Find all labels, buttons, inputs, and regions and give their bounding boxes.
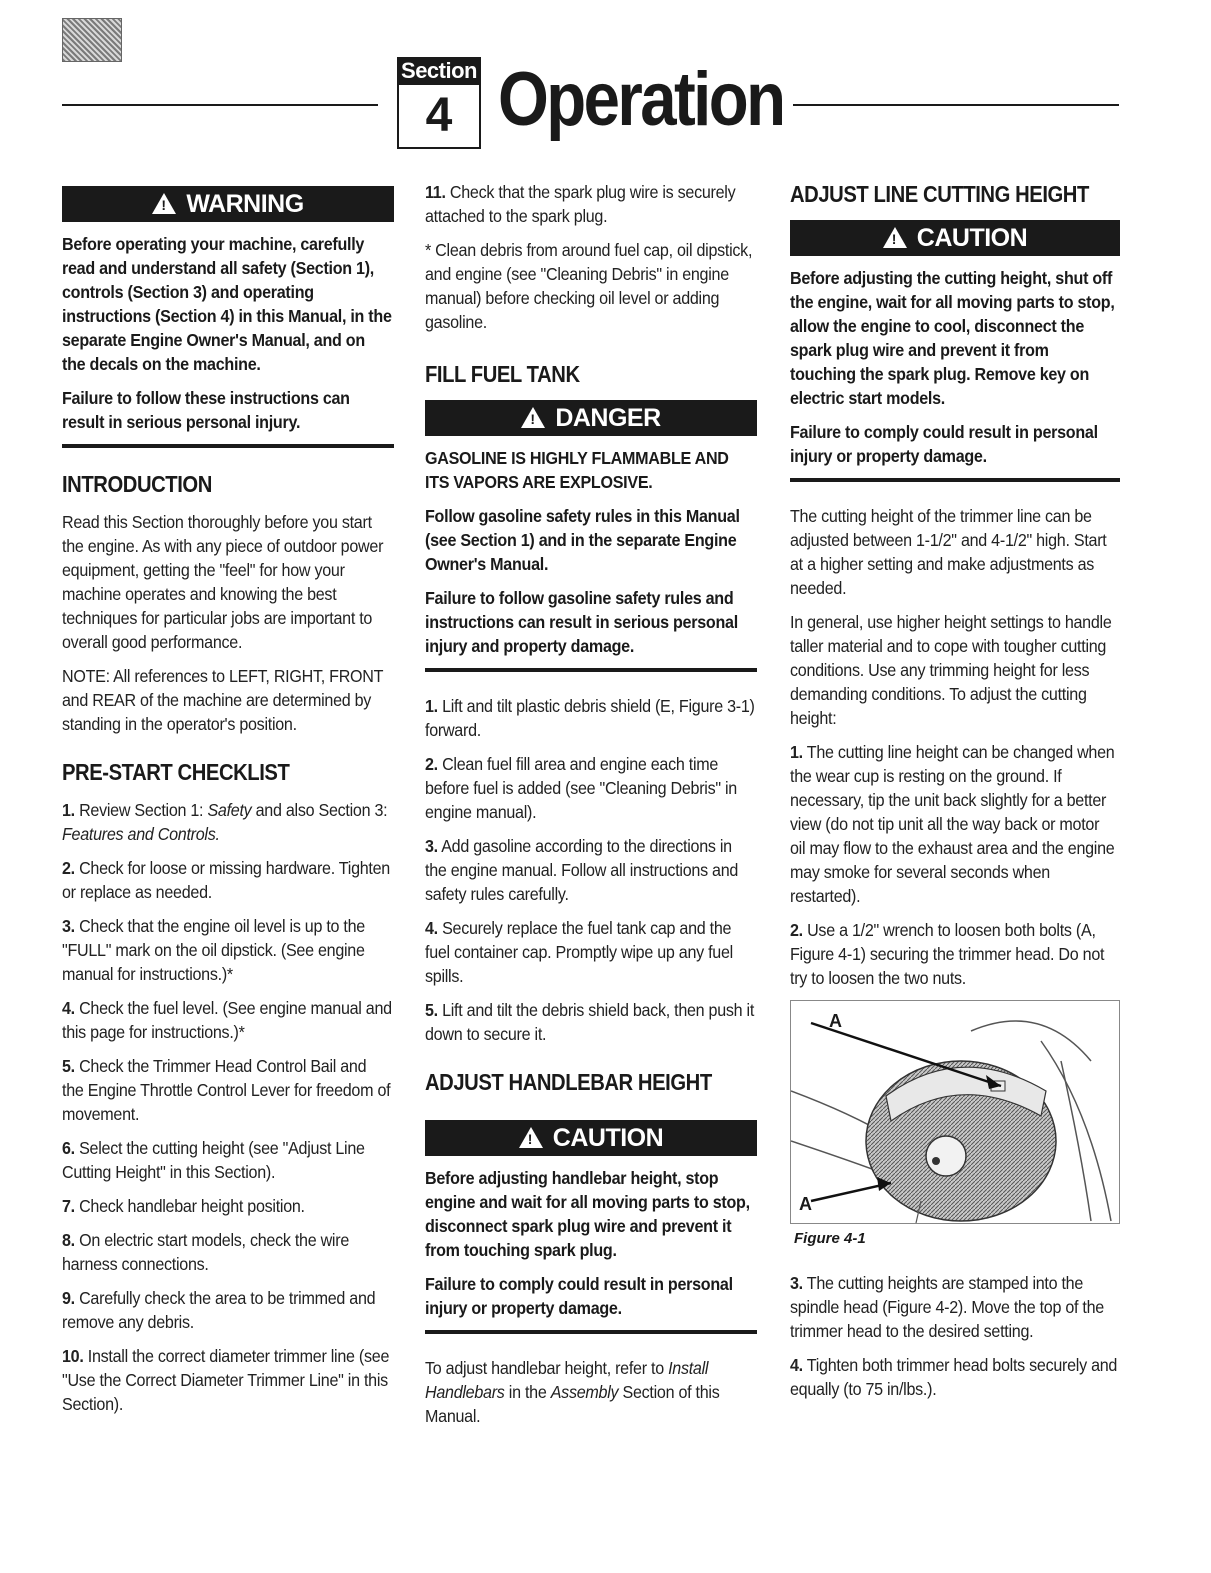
handlebar-heading: ADJUST HANDLEBAR HEIGHT [425,1069,712,1095]
checklist-item [62,798,392,846]
step-text: Use a 1/2" wrench to loosen both bolts (A, Figure 4-1) securing the trimmer head. Do not try to loosen the two nuts. [790,920,1105,988]
checklist-item [425,180,755,228]
caution-triangle-icon [519,1127,543,1148]
caution-consequence: Failure to comply could result in personal injury or property damage. [790,422,1098,466]
introduction-heading: INTRODUCTION [62,471,212,497]
introduction-note: NOTE: All references to LEFT, RIGHT, FRONT and REAR of the machine are determined by standing in the operator's position. [62,666,383,734]
item-text: and also Section 3: [251,800,388,820]
item-text: On electric start models, check the wire harness connections. [62,1230,349,1274]
item-number: 1. [62,800,75,820]
checklist-footnote: * Clean debris from around fuel cap, oil dipstick, and engine (see "Cleaning Debris" in engine manual) before checking oil level or adding gasoline. [425,240,753,332]
caution-triangle-icon [883,227,907,248]
fuel-step [425,694,755,742]
column-middle [425,180,757,1438]
item-text: Check handlebar height position. [79,1196,305,1216]
step-number: 1. [425,696,438,716]
caution-text: Before adjusting the cutting height, shut off the engine, wait for all moving parts to stop, allow the engine to cool, disconnect the spark plug wire and prevent it from touching the spark plug. Remove key on electric start models. [790,268,1115,408]
step-number: 5. [425,1000,438,1020]
cutting-height-text: The cutting height of the trimmer line can be adjusted between 1-1/2" and 4-1/2" high. Start at a higher setting and make adjustments as needed. [790,506,1107,598]
item-text: Check that the spark plug wire is securely attached to the spark plug. [425,182,736,226]
text-run-italic: Install Handlebars [425,1358,709,1402]
item-text: Install the correct diameter trimmer line (see "Use the Correct Diameter Trimmer Line" in this Section). [62,1346,390,1414]
item-number: 3. [62,916,75,936]
item-number: 2. [62,858,75,878]
item-text: Select the cutting height (see "Adjust Line Cutting Height" in this Section). [62,1138,365,1182]
cutting-step [790,1271,1118,1343]
caution-label: CAUTION [552,1124,664,1152]
item-text: Check for loose or missing hardware. Tighten or replace as needed. [62,858,390,902]
page-title: Operation [498,57,784,142]
step-number: 3. [790,1273,803,1293]
figure-label-a-top: A [829,1011,842,1031]
warning-triangle-icon [152,193,176,214]
checklist-item [62,1194,392,1218]
step-text: Tighten both trimmer head bolts securely and equally (to 75 in/lbs.). [790,1355,1118,1399]
checklist-heading: PRE-START CHECKLIST [62,759,290,785]
checklist-item [62,1344,392,1416]
introduction-text: Read this Section thoroughly before you start the engine. As with any piece of outdoor power equipment, getting the "feel" for how your machine operates and knowing the best techniques for particular jobs are important to overall good performance. [62,512,384,652]
danger-text: GASOLINE IS HIGHLY FLAMMABLE AND ITS VAPORS ARE EXPLOSIVE. [425,448,729,492]
section-tab-label: Section [397,57,481,85]
trimmer-head-figure [790,1000,1120,1224]
step-text: The cutting heights are stamped into the spindle head (Figure 4-2). Move the top of the trimmer head to the desired setting. [790,1273,1104,1341]
cutting-step [790,918,1118,990]
fuel-step [425,916,755,988]
step-text: Add gasoline according to the directions in the engine manual. Follow all instructions and safety rules carefully. [425,836,739,904]
text-run-italic: Assembly [550,1382,619,1402]
checklist-item [62,856,392,904]
column-left [62,180,394,1426]
step-text: Securely replace the fuel tank cap and the fuel container cap. Promptly wipe up any fuel spills. [425,918,733,986]
caution-end-rule [425,1330,757,1334]
warning-text: Before operating your machine, carefully read and understand all safety (Section 1), controls (Section 3) and operating instructions (Section 4) in this Manual, in the separate Engine Owner's Manual, and on the decals on the machine. [62,234,392,374]
item-text-italic: Safety [207,800,252,820]
line-height-heading: ADJUST LINE CUTTING HEIGHT [790,181,1089,207]
step-number: 4. [790,1355,803,1375]
checklist-item [62,1228,392,1276]
checklist-item [62,1286,392,1334]
caution-banner [790,220,1120,256]
item-number: 9. [62,1288,75,1308]
danger-label: DANGER [555,404,661,432]
checklist-item [62,996,392,1044]
fill-fuel-heading: FILL FUEL TANK [425,361,580,387]
danger-consequence: Failure to follow gasoline safety rules and instructions can result in serious personal injury and property damage. [425,588,738,656]
step-number: 1. [790,742,803,762]
warning-label: WARNING [186,190,304,218]
item-number: 7. [62,1196,75,1216]
column-right [790,180,1120,1411]
text-run: To adjust handlebar height, refer to [425,1358,669,1378]
cutting-step [790,740,1118,908]
step-number: 2. [425,754,438,774]
item-number: 11. [425,182,446,202]
caution-label: CAUTION [916,224,1028,252]
caution-text: Before adjusting handlebar height, stop engine and wait for all moving parts to stop, disconnect spark plug wire and prevent it from touching spark plug. [425,1168,750,1260]
fuel-step [425,752,755,824]
item-text: Check that the engine oil level is up to the "FULL" mark on the oil dipstick. (See engine manual for instructions.)* [62,916,365,984]
item-text: Review Section 1: [79,800,208,820]
figure-caption: Figure 4-1 [794,1230,866,1247]
checklist-item [62,914,392,986]
item-text: Carefully check the area to be trimmed and remove any debris. [62,1288,376,1332]
warning-banner [62,186,394,222]
step-text: The cutting line height can be changed when the wear cup is resting on the ground. If necessary, tip the unit back slightly for a better view (do not tip unit all the way back or motor oil may flow to the exhaust area and the engine may smoke for several seconds when restarted). [790,742,1115,906]
step-number: 3. [425,836,438,856]
step-number: 4. [425,918,438,938]
step-text: Lift and tilt the debris shield back, then push it down to secure it. [425,1000,755,1044]
cutting-step [790,1353,1118,1401]
item-number: 5. [62,1056,75,1076]
checklist-item [62,1054,392,1126]
fuel-step [425,998,755,1046]
section-number: 4 [397,85,481,149]
handlebar-text [425,1356,755,1428]
warning-end-rule [62,444,394,448]
checklist-item [62,1136,392,1184]
item-number: 6. [62,1138,75,1158]
danger-triangle-icon [521,407,545,428]
step-text: Lift and tilt plastic debris shield (E, Figure 3-1) forward. [425,696,755,740]
text-run: Section of this Manual. [425,1382,720,1426]
header-rule-right [793,104,1119,106]
item-text: Check the fuel level. (See engine manual and this page for instructions.)* [62,998,392,1042]
step-number: 2. [790,920,803,940]
danger-banner [425,400,757,436]
caution-banner [425,1120,757,1156]
item-number: 10. [62,1346,84,1366]
item-text: Check the Trimmer Head Control Bail and the Engine Throttle Control Lever for freedom of movement. [62,1056,391,1124]
item-number: 4. [62,998,75,1018]
caution-end-rule [790,478,1120,482]
figure-label-a-bottom: A [799,1194,812,1214]
text-run: in the [504,1382,551,1402]
trimmer-head-illustration [791,1001,1119,1223]
warning-consequence: Failure to follow these instructions can result in serious personal injury. [62,388,350,432]
step-text: Clean fuel fill area and engine each time before fuel is added (see "Cleaning Debris" in engine manual). [425,754,737,822]
corner-logo-icon [62,18,122,62]
danger-text: Follow gasoline safety rules in this Manual (see Section 1) and in the separate Engine Owner's Manual. [425,506,740,574]
danger-end-rule [425,668,757,672]
section-badge [397,57,481,149]
caution-consequence: Failure to comply could result in personal injury or property damage. [425,1274,733,1318]
fuel-step [425,834,755,906]
cutting-height-text: In general, use higher height settings to handle taller material and to cope with tougher cutting conditions. Use any trimming height for less demanding conditions. To adjust the cutting height: [790,612,1112,728]
item-number: 8. [62,1230,75,1250]
item-text-italic: Features and Controls. [62,824,220,844]
header-rule-left [62,104,378,106]
